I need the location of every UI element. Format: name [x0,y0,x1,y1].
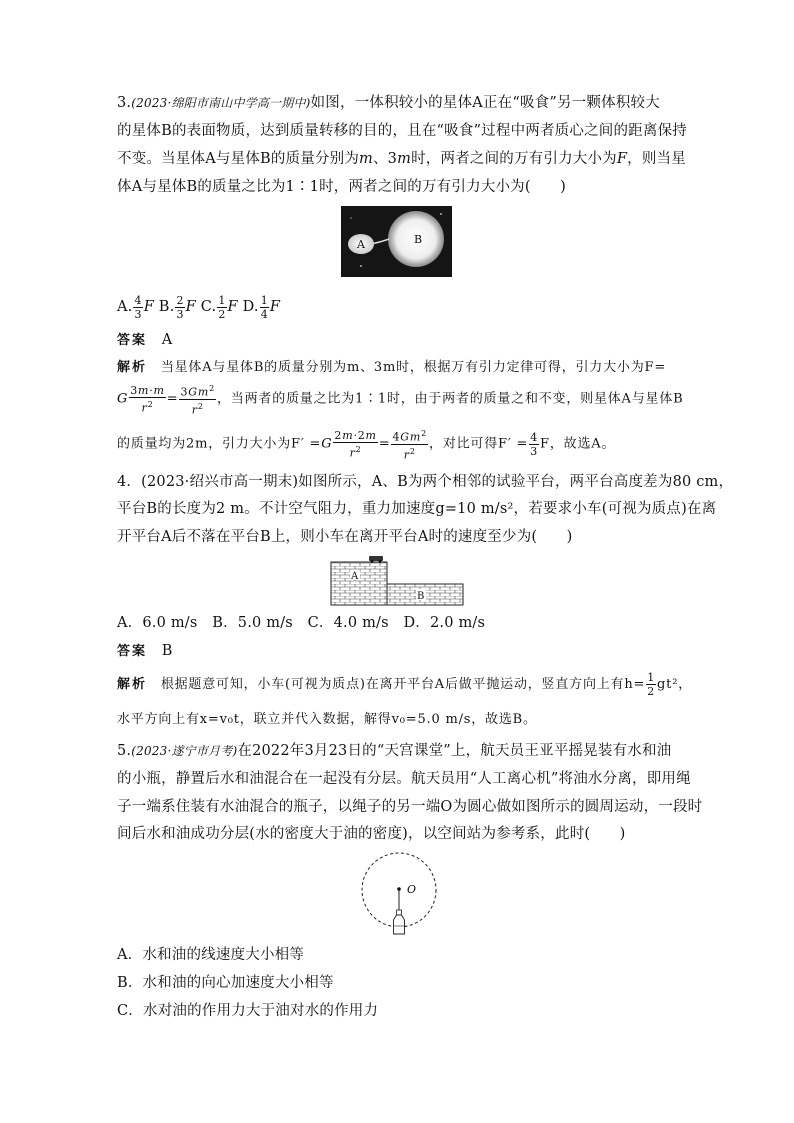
q3-line-2: 的星体B的表面物质，达到质量转移的目的，且在“吸食”过程中两者质心之间的距离保持 [117,123,687,139]
q3-line-1 [117,93,660,113]
star-figure [341,206,452,277]
q4-line-2: 平台B的长度为2 m。不计空气阻力，重力加速度g=10 m/s²，若要求小车(可视为质点)在离 [117,501,717,517]
q3-number: 3. [117,95,132,111]
q3-stem-3b: 时，两者之间的万有引力大小为 [411,151,617,167]
q5-option-c: C．水对油的作用力大于油对水的作用力 [117,1003,379,1019]
q3-line-3: 不变。当星体A与星体B的质量分别为m、3m时，两者之间的万有引力大小为F，则当星 [117,151,686,167]
q5-source: (2023·遂宁市月考) [131,744,238,758]
star-b-label: B [414,233,423,246]
analysis-label: 解析 [117,677,148,692]
q5-stem-1: 在2022年3月23日的“天宫课堂”上，航天员王亚平摇晃装有水和油 [237,743,672,759]
center-point [397,887,401,891]
answer-label: 答案 [117,644,148,659]
analysis-label: 解析 [117,360,148,375]
platform-b-label: B [417,591,425,602]
q3-option-a: A. $\frac{4}{3}$ F [117,293,154,321]
q3-analysis-2: G $\frac{3m\cdot m}{r^2}$ = $\frac{3Gm^2}{r^2}$ ，当两者的质量之比为1∶1时，由于两者的质量之和不变，则星体A与星体B [117,383,684,417]
platform-a [331,562,387,605]
q5-line-2: 的小瓶，静置后水和油混合在一起没有分层。航天员用“人工离心机”将油水分离，即用绳 [117,771,691,787]
q4-line-3: 开平台A后不落在平台B上，则小车在离开平台A时的速度至少为( ) [117,529,573,545]
centrifuge-figure [358,850,440,940]
platform-figure [330,554,464,606]
q4-line-1: 4．(2023·绍兴市高一期末)如图所示，A、B为两个相邻的试验平台，两平台高度差为80 cm， [117,474,734,490]
q4-answer [117,641,173,662]
star-a-label: A [357,238,365,251]
q3-analysis-3: 的质量均为2m，引力大小为F′ =G $\frac{2m\cdot 2m}{r^2}$ = $\frac{4Gm^2}{r^2}$ ，对比可得F′ = $\frac{4}{3}$ F，故选A。 [117,428,616,462]
q5-option-a: A．水和油的线速度大小相等 [117,947,305,963]
q5-line-4: 间后水和油成功分层(水的密度大于油的密度)，以空间站为参考系，此时( ) [117,826,626,842]
q3-options [117,293,280,321]
q4-analysis-2: 水平方向上有x=v₀t，联立并代入数据，解得v₀=5.0 m/s，故选B。 [117,712,537,727]
platform-a-label: A [351,571,359,582]
q3-option-c: C. $\frac{1}{2}$ F [200,293,238,321]
q5-line-1 [117,741,671,761]
q3-stem-3c: ，则当星 [627,151,686,167]
q4-analysis-1: 解析 根据题意可知，小车(可视为质点)在离开平台A后做平抛运动，竖直方向上有h= $\frac{1}{2}$ gt²， [117,671,693,698]
q3-answer [117,330,172,351]
q3-stem-1: 如图，一体积较小的星体A正在“吸食”另一颗体积较大 [310,95,660,111]
answer-value: B [161,643,173,659]
answer-value: A [161,332,173,348]
q4-options: A．6.0 m/s B．5.0 m/s C．4.0 m/s D．2.0 m/s [117,615,486,631]
q3-option-b: B. $\frac{2}{3}$ F [158,293,196,321]
q5-option-b: B．水和油的向心加速度大小相等 [117,975,334,991]
q5-line-3: 子一端系住装有水油混合的瓶子，以绳子的另一端O为圆心做如图所示的圆周运动，一段时 [117,799,703,815]
q3-source: (2023·绵阳市南山中学高一期中) [131,96,311,110]
q5-number: 5. [117,743,132,759]
q3-stem-3a: 不变。当星体A与星体B的质量分别为 [117,151,360,167]
q3-line-4: 体A与星体B的质量之比为1∶1时，两者之间的万有引力大小为( ) [117,179,566,195]
q3-analysis-1: 解析 当星体A与星体B的质量分别为m、3m时，根据万有引力定律可得，引力大小为F= [117,360,667,375]
bottle-icon [394,910,405,934]
answer-label: 答案 [117,333,148,348]
q3-option-d: D. $\frac{1}{4}$ F [242,293,281,321]
center-label: O [407,883,417,896]
